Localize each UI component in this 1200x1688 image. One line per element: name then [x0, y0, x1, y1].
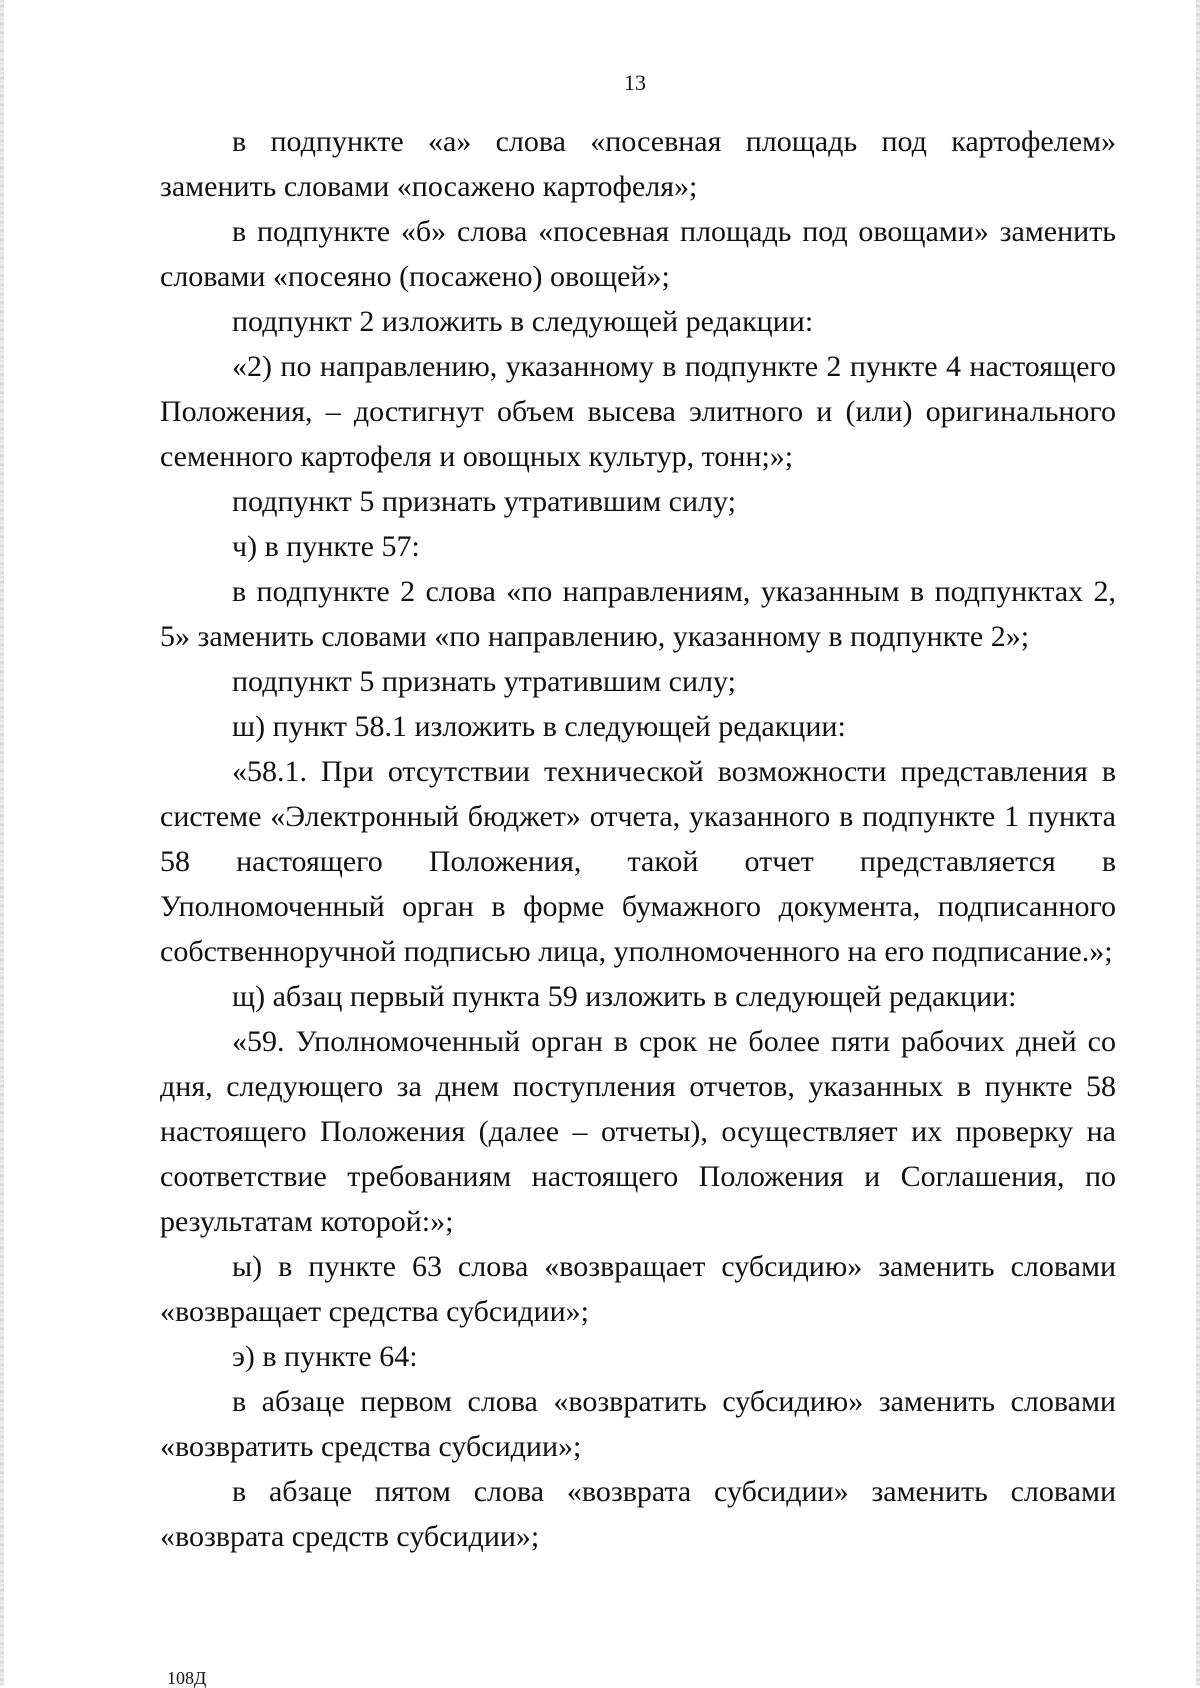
- paragraph: в подпункте «б» слова «посевная площадь под овощами» заменить словами «посеяно (посажено) овощей»;: [160, 215, 1116, 293]
- paragraph: щ) абзац первый пункта 59 изложить в следующей редакции:: [232, 980, 1017, 1013]
- paragraph: «59. Уполномоченный орган в срок не более пяти рабочих дней со дня, следующего за днем поступления отчетов, указанных в пункте 58 настоящего Положения (далее – отчеты), осуществляет их проверку на соответствие требованиям настоящего Положения и Соглашения, по результатам которой:»;: [160, 1025, 1116, 1238]
- paragraph: подпункт 5 признать утратившим силу;: [232, 485, 736, 518]
- scan-edge-left: [0, 0, 4, 1686]
- paragraph: в подпункте 2 слова «по направлениям, указанным в подпунктах 2, 5» заменить словами «по направлению, указанному в подпункте 2»;: [160, 575, 1116, 653]
- paragraph: в абзаце пятом слова «возврата субсидии» заменить словами «возврата средств субсидии»;: [160, 1475, 1116, 1553]
- paragraph: подпункт 2 изложить в следующей редакции:: [232, 305, 814, 338]
- paragraph: ш) пункт 58.1 изложить в следующей редакции:: [232, 710, 846, 743]
- paragraph: «58.1. При отсутствии технической возможности представления в системе «Электронный бюджет» отчета, указанного в подпункте 1 пункта 58 настоящего Положения, такой отчет представляется в Уполномоченный орган в форме бумажного документа, подписанного собственноручной подписью лица, уполномоченного на его подписание.»;: [160, 755, 1116, 968]
- scan-edge-right: [1196, 0, 1200, 1686]
- paragraph: «2) по направлению, указанному в подпункте 2 пункте 4 настоящего Положения, – достигнут объем высева элитного и (или) оригинального семенного картофеля и овощных культур, тонн;»;: [160, 350, 1116, 473]
- page-number: 13: [624, 70, 646, 95]
- paragraph: подпункт 5 признать утратившим силу;: [232, 665, 736, 698]
- paragraph: в подпункте «а» слова «посевная площадь под картофелем» заменить словами «посажено картофеля»;: [160, 125, 1116, 203]
- paragraph: ч) в пункте 57:: [232, 530, 420, 563]
- paragraph: э) в пункте 64:: [232, 1340, 418, 1373]
- paragraph: ы) в пункте 63 слова «возвращает субсидию» заменить словами «возвращает средства субсидии»;: [160, 1250, 1116, 1328]
- document-body: [160, 119, 1116, 1559]
- paragraph: в абзаце первом слова «возвратить субсидию» заменить словами «возвратить средства субсидии»;: [160, 1385, 1116, 1463]
- document-code: 108Д: [167, 1668, 207, 1688]
